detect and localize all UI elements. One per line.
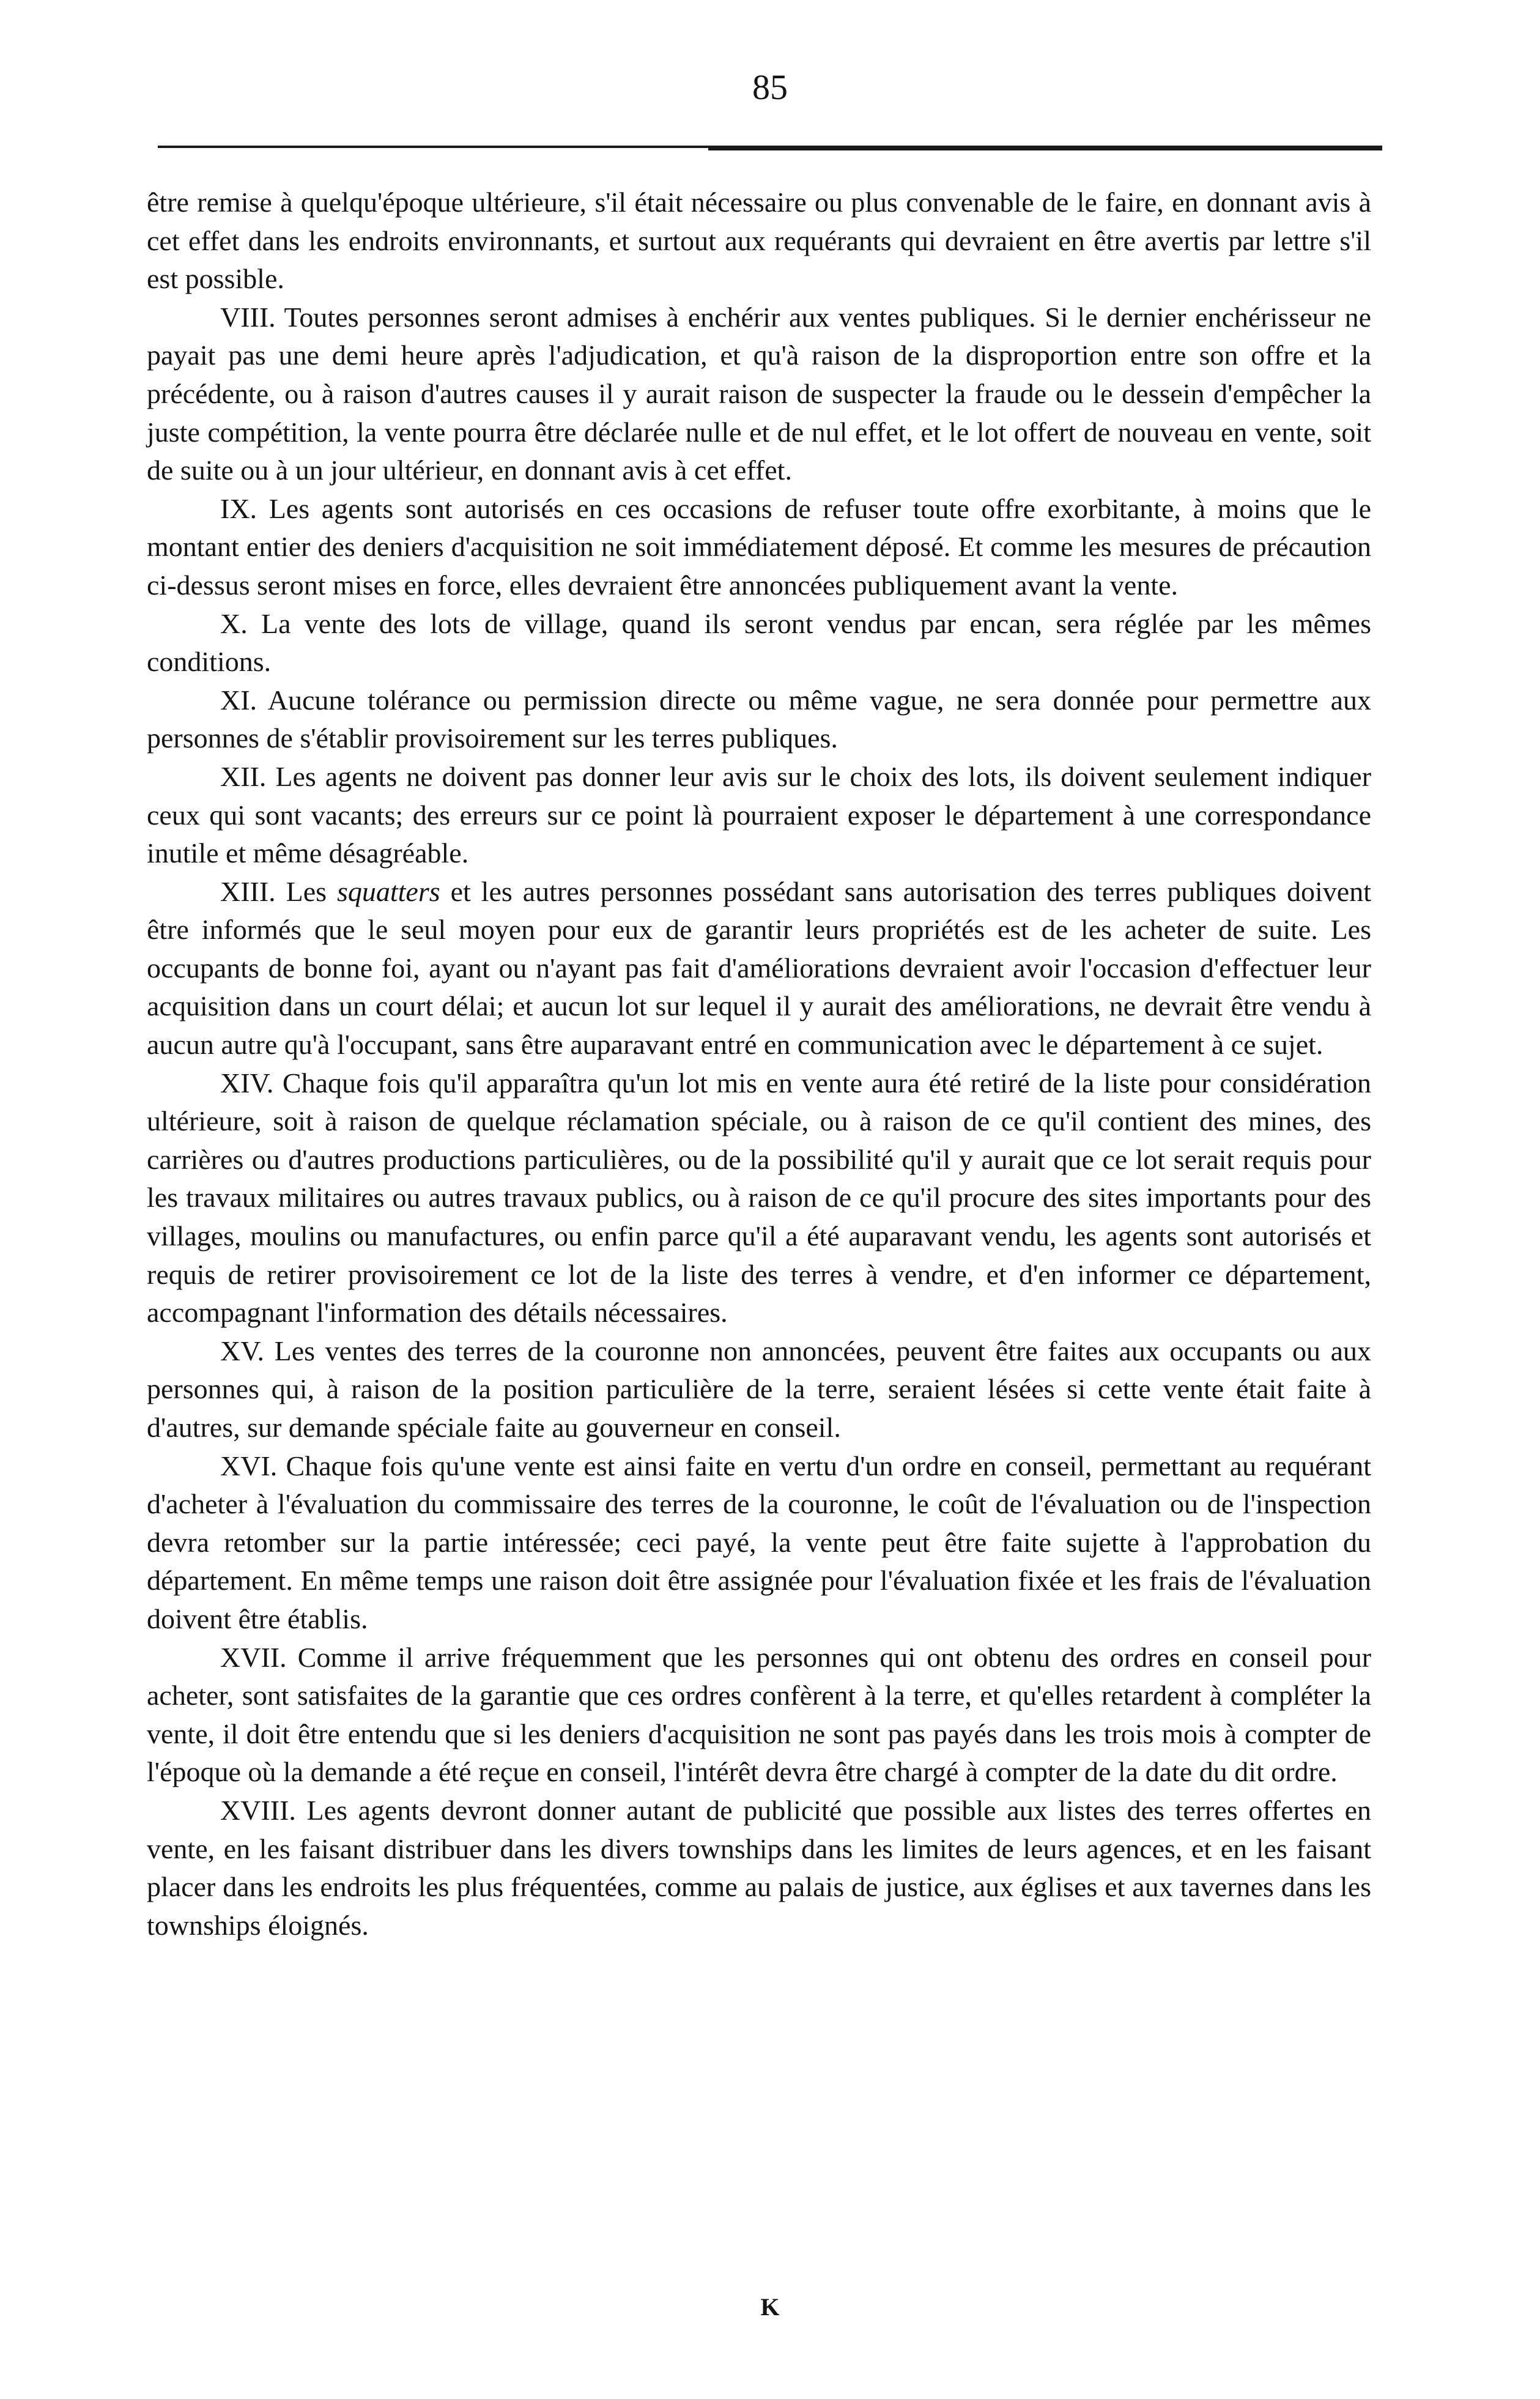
paragraph-x [147, 605, 1371, 681]
article-numeral: XV. [220, 1335, 265, 1366]
paragraph-text: Toutes personnes seront admises à enchérir aux ventes publiques. Si le dernier enchérisseur ne payait pas une demi heure après l'adjudication, et qu'à raison de la disproportion entre son offre et la précédente, ou à raison d'autres causes il y aurait raison de suspecter la fraude ou le dessein d'empêcher la juste compétition, la vente pourra être déclarée nulle et de nul effet, et le lot offert de nouveau en vente, soit de suite ou à un jour ultérieur, en donnant avis à cet effet. [147, 301, 1371, 486]
paragraph-xiii [147, 873, 1371, 1064]
paragraph-xv [147, 1332, 1371, 1447]
paragraph-text-lead: Les [286, 875, 327, 907]
paragraph-text: La vente des lots de village, quand ils seront vendus par encan, sera réglée par les mêmes conditions. [147, 607, 1372, 678]
article-numeral: XI. [220, 684, 257, 716]
article-numeral: XIV. [220, 1067, 274, 1099]
paragraph-text: Aucune tolérance ou permission directe ou même vague, ne sera donnée pour permettre aux personnes de s'établir provisoirement sur les terres publiques. [147, 684, 1371, 754]
paragraph-text: Chaque fois qu'une vente est ainsi faite en vertu d'un ordre en conseil, permettant au requérant d'acheter à l'évaluation du commissaire des terres de la couronne, le coût de l'évaluation ou de l'inspection devra retomber sur la partie intéressée; ceci payé, la vente peut être faite sujette à l'approbation du département. En même temps une raison doit être assignée pour l'évaluation fixée et les frais de l'évaluation doivent être établis. [147, 1450, 1371, 1634]
page-number: 85 [752, 67, 788, 107]
paragraph-text: Les agents sont autorisés en ces occasions de refuser toute offre exorbitante, à moins que le montant entier des deniers d'acquisition ne soit immédiatement déposé. Et comme les mesures de précaution ci-dessus seront mises en force, elles devraient être annoncées publiquement avant la vente. [147, 492, 1372, 601]
paragraph-xiv [147, 1064, 1371, 1332]
article-numeral: X. [220, 607, 248, 639]
article-numeral: XII. [220, 760, 267, 792]
paragraph-xvii [147, 1639, 1371, 1792]
body-text [147, 184, 1371, 1945]
paragraph-xii [147, 758, 1371, 873]
paragraph-text: Les agents devront donner autant de publicité que possible aux listes des terres offertes en vente, en les faisant distribuer dans les divers townships dans les limites de leurs agences, et en les faisant placer dans les endroits les plus fréquentées, comme au palais de justice, aux églises et aux tavernes dans les townships éloignés. [147, 1794, 1372, 1941]
paragraph-xvi [147, 1447, 1371, 1639]
paragraph-text: Les agents ne doivent pas donner leur avis sur le choix des lots, ils doivent seulement indiquer ceux qui sont vacants; des erreurs sur ce point là pourraient exposer le département à une correspondance inutile et même désagréable. [147, 760, 1372, 869]
paragraph-text: Les ventes des terres de la couronne non annoncées, peuvent être faites aux occupants ou aux personnes qui, à raison de la position particulière de la terre, seraient lésées si cette vente était faite à d'autres, sur demande spéciale faite au gouverneur en conseil. [147, 1335, 1372, 1443]
header-rule [158, 146, 1382, 148]
emphasized-term: squatters [336, 875, 440, 907]
signature-mark: K [760, 2293, 780, 2321]
article-numeral: XVI. [220, 1450, 278, 1481]
article-numeral: XVIII. [220, 1794, 296, 1826]
article-numeral: XVII. [220, 1641, 287, 1673]
paragraph-continued [147, 184, 1371, 298]
paragraph-xi [147, 681, 1371, 758]
paragraph-ix [147, 490, 1371, 605]
paragraph-xviii [147, 1792, 1371, 1945]
article-numeral: VIII. [220, 301, 276, 333]
paragraph-text: être remise à quelqu'époque ultérieure, s'il était nécessaire ou plus convenable de le faire, en donnant avis à cet effet dans les endroits environnants, et surtout aux requérants qui devraient en être avertis par lettre s'il est possible. [147, 187, 1371, 295]
article-numeral: IX. [220, 492, 257, 524]
paragraph-text: Comme il arrive fréquemment que les personnes qui ont obtenu des ordres en conseil pour acheter, sont satisfaites de la garantie que ces ordres confèrent à la terre, et qu'elles retardent à compléter la vente, il doit être entendu que si les deniers d'acquisition ne sont pas payés dans les trois mois à compter de l'époque où la demande a été reçue en conseil, l'intérêt devra être chargé à compter de la date du dit ordre. [147, 1641, 1372, 1788]
paragraph-text: Chaque fois qu'il apparaîtra qu'un lot mis en vente aura été retiré de la liste pour considération ultérieure, soit à raison de quelque réclamation spéciale, ou à raison de ce qu'il contient des mines, des carrières ou d'autres productions particulières, ou de la possibilité qu'il y aurait que ce lot serait requis pour les travaux militaires ou autres travaux publics, ou à raison de ce qu'il procure des sites importants pour des villages, moulins ou manufactures, ou enfin parce qu'il a été auparavant vendu, les agents sont autorisés et requis de retirer provisoirement ce lot de la liste des terres à vendre, et d'en informer ce département, accompagnant l'information des détails nécessaires. [147, 1067, 1372, 1329]
article-numeral: XIII. [220, 875, 276, 907]
paragraph-text: et les autres personnes possédant sans autorisation des terres publiques doivent être informés que le seul moyen pour eux de garantir leurs propriétés est de les acheter de suite. Les occupants de bonne foi, ayant ou n'ayant pas fait d'améliorations devraient avoir l'occasion d'effectuer leur acquisition dans un court délai; et aucun lot sur lequel il y aurait des améliorations, ne devrait être vendu à aucun autre qu'à l'occupant, sans être auparavant entré en communication avec le département à ce sujet. [147, 875, 1371, 1061]
paragraph-viii [147, 298, 1371, 490]
